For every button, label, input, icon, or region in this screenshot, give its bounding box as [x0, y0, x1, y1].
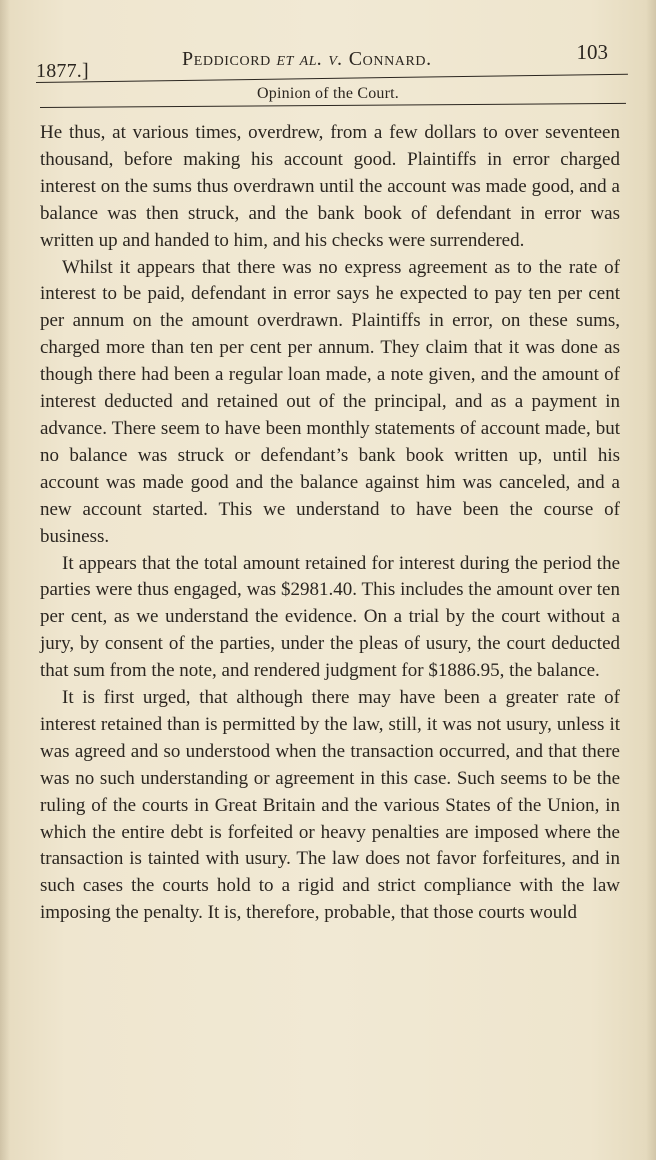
case-title [182, 48, 432, 71]
page-number: 103 [576, 40, 608, 64]
header-year: 1877.] [36, 60, 89, 82]
paragraph-3: It appears that the total amount retained for interest during the period the parties were thus engaged, was $2981.40. This includes the amount over ten per cent, as we understand the evidence. On a trial by the court without a jury, by consent of the parties, under the pleas of usury, the court deducted that sum from the note, and rendered judgment for $1886.95, the balance. [40, 552, 620, 682]
case-title-part-2: Connard. [343, 48, 432, 70]
header-rule-bottom [40, 103, 626, 108]
header-rule-top [36, 74, 628, 83]
page-edge-shadow-right [646, 0, 656, 1160]
paragraph-4: It is first urged, that although there may have been a greater rate of interest retained than is permitted by the law, still, it was not usury, unless it was agreed and so understood when the transaction occurred, and that there was no such understanding or agreement in this case. Such seems to be the ruling of the courts in Great Britain and the various States of the Union, in which the entire debt is forfeited or heavy penalties are imposed where the transaction is tainted with usury. The law does not favor forfeitures, and in such cases the courts hold to a rigid and strict compliance with the law imposing the penalty. It is, therefore, probable, that those courts would [40, 687, 620, 924]
paragraph-1: He thus, at various times, overdrew, from a few dollars to over seventeen thousand, before making his account good. Plaintiffs in error charged interest on the sums thus overdrawn until the account was made good, and a balance was then struck, and the bank book of defendant in error was written up and handed to him, and his checks were surrendered. [40, 122, 620, 251]
opinion-body [40, 120, 620, 927]
running-header [36, 40, 628, 82]
case-title-italic: et al. v. [276, 48, 344, 70]
paragraph-2: Whilst it appears that there was no express agreement as to the rate of interest to be paid, defendant in error says he expected to pay ten per cent per annum on the amount overdrawn. Plaintiffs in error, on these sums, charged more than ten per cent per annum. They claim that it was done as though there had been a regular loan made, a note given, and the amount of interest deducted and retained out of the principal, and as a payment in advance. There seem to have been monthly statements of account made, but no balance was struck or defendant’s bank book written up, until his account was made good and the balance against him was canceled, and a new account started. This we understand to have been the course of business. [40, 256, 620, 547]
opinion-heading: Opinion of the Court. [257, 85, 399, 102]
page-edge-shadow-left [0, 0, 10, 1160]
case-title-part-1: Peddicord [182, 48, 277, 70]
